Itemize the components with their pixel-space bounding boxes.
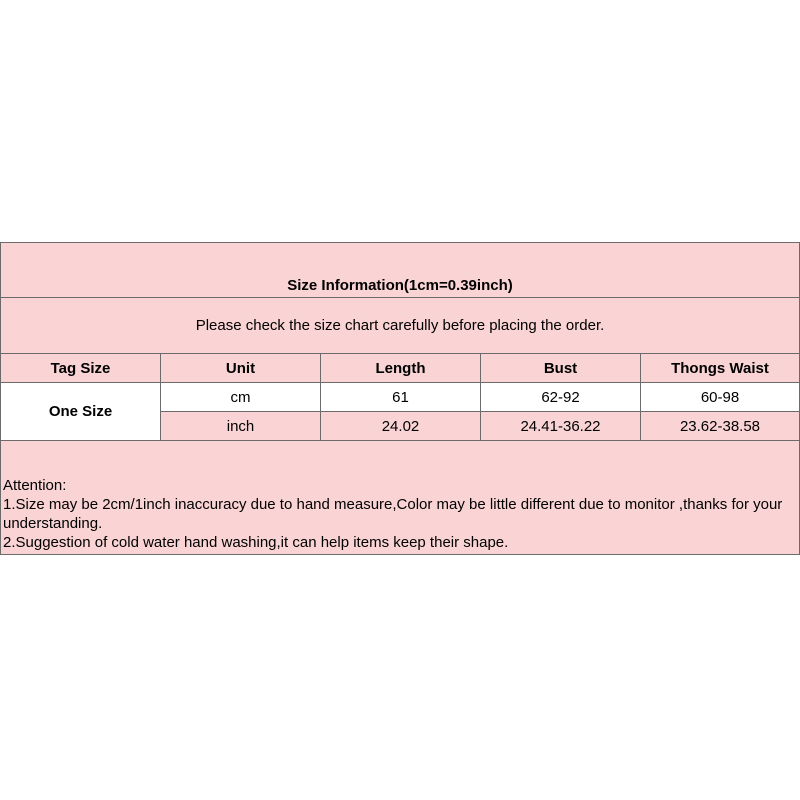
size-chart-sheet — [0, 242, 800, 558]
bust-inch: 24.41-36.22 — [481, 412, 641, 441]
header-unit: Unit — [161, 354, 321, 383]
waist-inch: 23.62-38.58 — [641, 412, 800, 441]
header-tag-size: Tag Size — [1, 354, 161, 383]
header-bust: Bust — [481, 354, 641, 383]
unit-cm: cm — [161, 383, 321, 412]
tag-size-value: One Size — [1, 383, 161, 441]
attention-line-2: 2.Suggestion of cold water hand washing,it can help items keep their shape. — [3, 534, 509, 551]
size-table — [0, 242, 800, 555]
length-cm: 61 — [321, 383, 481, 412]
length-inch: 24.02 — [321, 412, 481, 441]
header-thongs-waist: Thongs Waist — [641, 354, 800, 383]
title-row — [1, 243, 800, 298]
waist-cm: 60-98 — [641, 383, 800, 412]
order-notice: Please check the size chart carefully before placing the order. — [1, 298, 800, 354]
attention-notes — [1, 441, 800, 555]
attention-heading: Attention: — [3, 477, 67, 494]
header-length: Length — [321, 354, 481, 383]
attention-row — [1, 441, 800, 555]
table-row — [1, 383, 800, 412]
notice-row — [1, 298, 800, 354]
header-row — [1, 354, 800, 383]
size-info-title — [1, 243, 800, 298]
attention-line-1: 1.Size may be 2cm/1inch inaccuracy due to hand measure,Color may be little different due to monitor ,thanks for your understanding. — [3, 496, 783, 532]
unit-inch: inch — [161, 412, 321, 441]
bust-cm: 62-92 — [481, 383, 641, 412]
size-info-title-text: Size Information(1cm=0.39inch) — [287, 277, 513, 294]
